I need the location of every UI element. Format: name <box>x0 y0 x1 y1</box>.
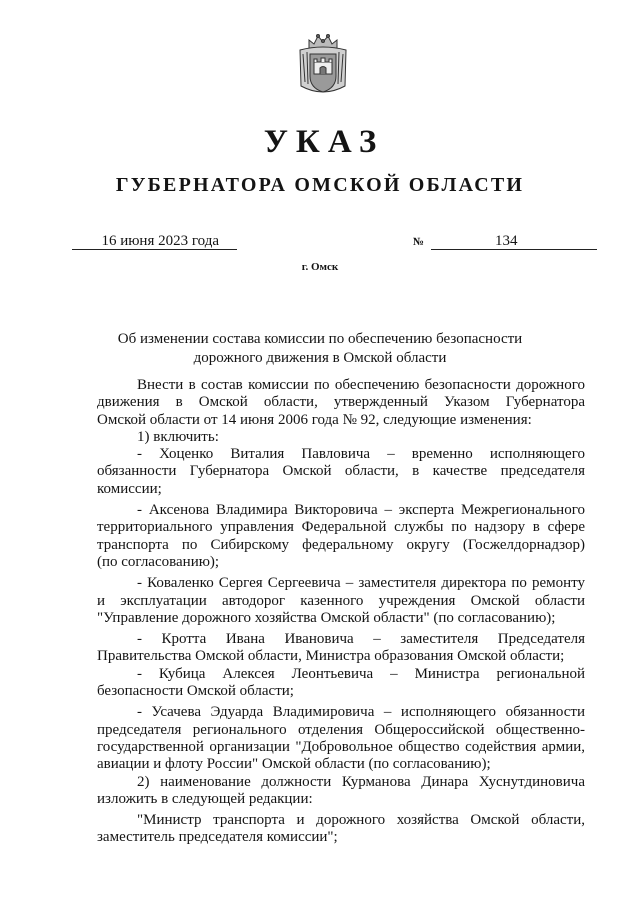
body-line: - Усачева Эдуарда Владимировича – исполняющего обязанности <box>137 704 585 721</box>
body-line: и эксплуатации автодорог казенного учреждения Омской области <box>97 592 585 609</box>
body-line: заместитель председателя комиссии"; <box>97 829 338 846</box>
body-line: - Коваленко Сергея Сергеевича – заместителя директора по ремонту <box>137 575 585 592</box>
subject-line: Об изменении состава комиссии по обеспечению безопасности <box>117 331 523 347</box>
body-line: территориального управления Федеральной службы по надзору в сфере <box>97 519 585 536</box>
body-line: "Министр транспорта и дорожного хозяйства Омской области, <box>137 812 585 829</box>
decree-date: 16 июня 2023 года <box>72 233 237 250</box>
body-line: (по согласованию); <box>97 553 220 570</box>
document-subtitle: ГУБЕРНАТОРА ОМСКОЙ ОБЛАСТИ <box>115 174 525 196</box>
body-line: "Управление дорожного хозяйства Омской области" (по согласованию); <box>97 609 556 626</box>
body-line: изложить в следующей редакции: <box>97 790 313 807</box>
decree-subject <box>100 330 540 368</box>
body-line: председателя регионального отделения Общероссийской общественно- <box>97 721 585 738</box>
body-line: Омской области от 14 июня 2006 года № 92, следующие изменения: <box>97 411 532 428</box>
decree-number: 134 <box>431 233 597 250</box>
number-label: № <box>413 236 425 248</box>
subject-line: дорожного движения в Омской области <box>193 350 447 366</box>
body-line: 1) включить: <box>137 428 219 445</box>
body-line: безопасности Омской области; <box>97 683 294 700</box>
body-line: Правительства Омской области, Министра образования Омской области; <box>97 648 565 665</box>
decree-body <box>97 377 585 847</box>
body-line: движения в Омской области, утвержденный Указом Губернатора <box>97 394 585 411</box>
body-line: 2) наименование должности Курманова Динара Хуснутдиновича <box>137 773 585 790</box>
omsk-coat-of-arms-emblem <box>297 32 349 98</box>
body-line: авиации и флоту России" Омской области (по согласованию); <box>97 756 491 773</box>
body-line: - Хоценко Виталия Павловича – временно исполняющего <box>137 446 585 463</box>
body-line: транспорта по Сибирскому федеральному округу (Госжелдорнадзор) <box>97 536 585 553</box>
body-line: комиссии; <box>97 480 162 497</box>
body-line: государственной организации "Добровольное общество содействия армии, <box>97 738 585 755</box>
body-line: - Аксенова Владимира Викторовича – эксперта Межрегионального <box>137 502 585 519</box>
body-line: - Кубица Алексея Леонтьевича – Министра региональной <box>137 665 585 682</box>
body-line: Внести в состав комиссии по обеспечению безопасности дорожного <box>137 377 585 393</box>
city-label: г. Омск <box>301 261 339 273</box>
document-title: УКАЗ <box>263 124 385 160</box>
body-line: обязанности Губернатора Омской области, в качестве председателя <box>97 463 585 480</box>
body-line: - Кротта Ивана Ивановича – заместителя Председателя <box>137 631 585 648</box>
